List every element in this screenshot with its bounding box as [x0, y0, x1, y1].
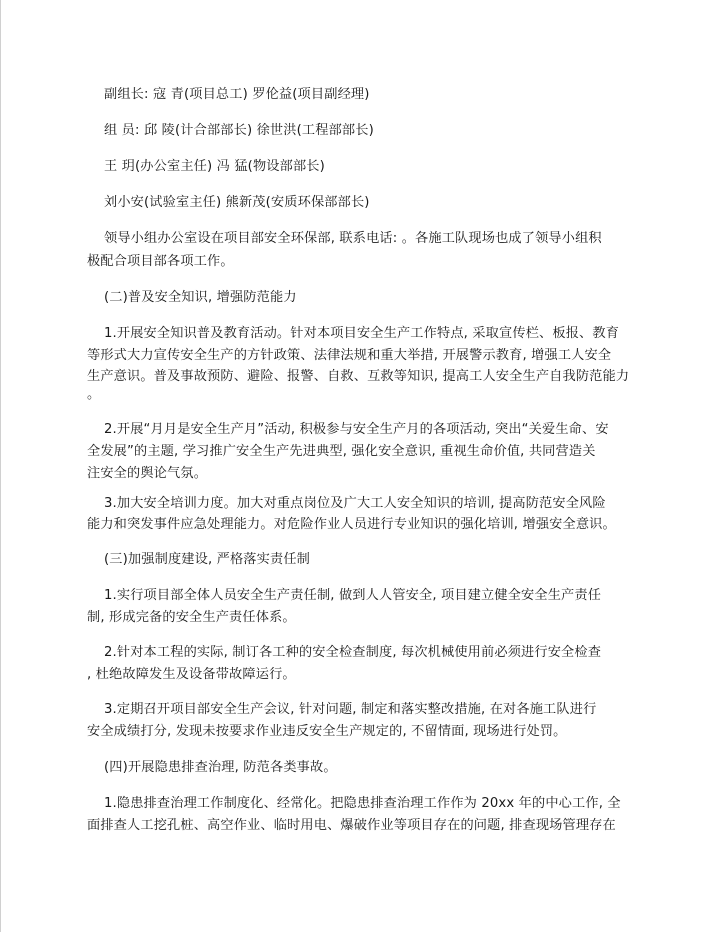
paragraph-line: 安全成绩打分, 发现未按要求作业违反安全生产规定的, 不留情面, 现场进行处罚。	[87, 724, 567, 739]
paragraph-line: 2.针对本工程的实际, 制订各工种的安全检查制度, 每次机械使用前必须进行安全检查	[104, 645, 602, 660]
paragraph-line: 等形式大力宣传安全生产的方针政策、法律法规和重大举措, 开展警示教育, 增强工人安全	[87, 348, 612, 363]
section-heading: (四)开展隐患排查治理, 防范各类事故。	[104, 760, 337, 775]
member-line: 组 员: 邱 陵(计合部部长) 徐世洪(工程部部长)	[104, 123, 374, 138]
paragraph-line: 领导小组办公室设在项目部安全环保部, 联系电话: 。各施工队现场也成了领导小组积	[104, 231, 602, 246]
paragraph-line: 面排查人工挖孔桩、高空作业、临时用电、爆破作业等项目存在的问题, 排查现场管理存在	[87, 818, 616, 833]
paragraph-line: 能力和突发事件应急处理能力。对危险作业人员进行专业知识的强化培训, 增强安全意识。	[87, 517, 616, 532]
paragraph-line: 制, 形成完备的安全生产责任体系。	[87, 610, 296, 625]
section-heading: (二)普及安全知识, 增强防范能力	[104, 290, 297, 305]
paragraph-line: 2.开展“月月是安全生产月”活动, 积极参与安全生产月的各项活动, 突出“关爱生命、安	[104, 422, 609, 437]
section-heading: (三)加强制度建设, 严格落实责任制	[104, 552, 310, 567]
paragraph-line: 全发展”的主题, 学习推广安全生产先进典型, 强化安全意识, 重视生命价值, 共同营造关	[87, 444, 596, 459]
member-line: 刘小安(试验室主任) 熊新茂(安质环保部部长)	[104, 195, 370, 210]
paragraph-line: 1.开展安全知识普及教育活动。针对本项目安全生产工作特点, 采取宣传栏、板报、教育	[104, 326, 620, 341]
paragraph-line: 3.定期召开项目部安全生产会议, 针对问题, 制定和落实整改措施, 在对各施工队进行	[104, 702, 597, 717]
paragraph-line: 1.实行项目部全体人员安全生产责任制, 做到人人管安全, 项目建立健全安全生产责任	[104, 588, 602, 603]
paragraph-line: 生产意识。普及事故预防、避险、报警、自救、互救等知识, 提高工人安全生产自我防范能力	[87, 369, 630, 384]
paragraph-line: , 杜绝故障发生及设备带故障运行。	[87, 667, 296, 682]
paragraph-line: 。	[87, 387, 101, 402]
paragraph-line: 1.隐患排查治理工作制度化、经常化。把隐患排查治理工作作为 20xx 年的中心工作, 全	[104, 796, 621, 811]
paragraph-line: 3.加大安全培训力度。加大对重点岗位及广大工人安全知识的培训, 提高防范安全风险	[104, 496, 606, 511]
member-line: 副组长: 寇 青(项目总工) 罗伦益(项目副经理)	[104, 87, 370, 102]
paragraph-line: 注安全的舆论气氛。	[87, 466, 208, 481]
paragraph-line: 极配合项目部各项工作。	[87, 254, 234, 269]
member-line: 王 玥(办公室主任) 冯 猛(物设部部长)	[104, 159, 325, 174]
page-left-border	[0, 0, 1, 932]
